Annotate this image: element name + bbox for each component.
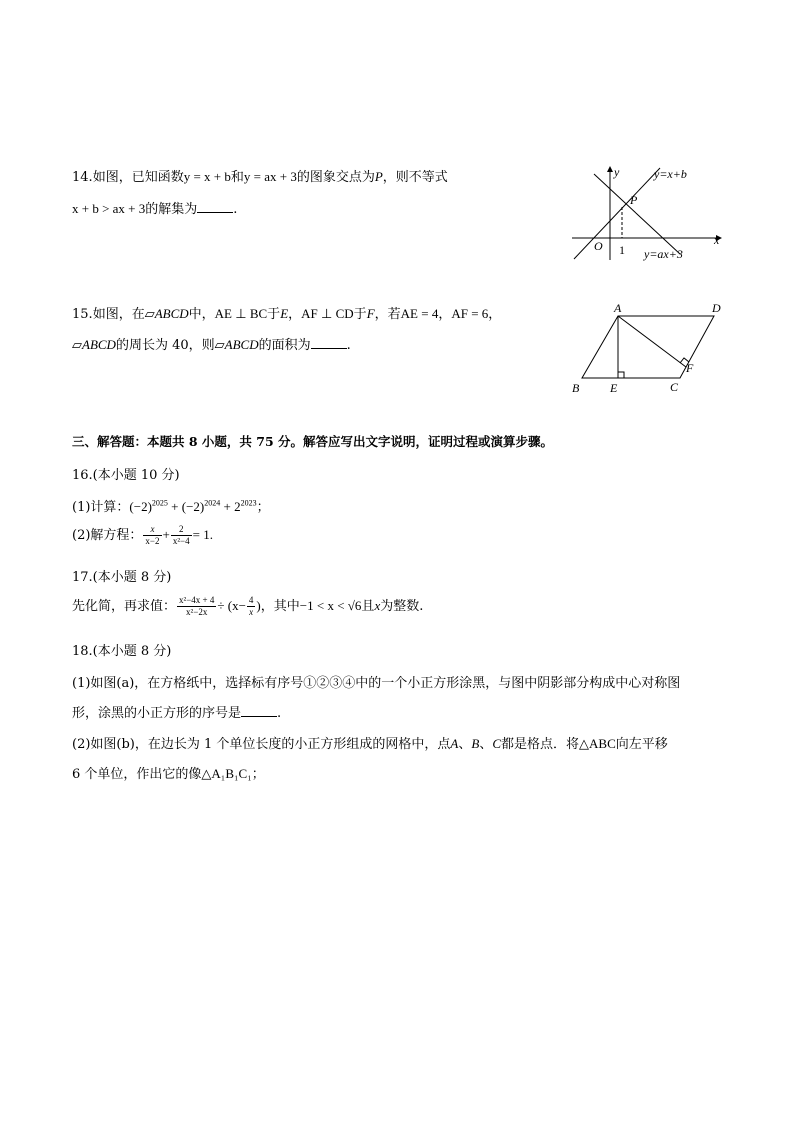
q17-heading: 17.(本小题 8 分)	[72, 570, 172, 585]
q17-x: x	[374, 598, 381, 613]
q15-t7: 的面积为	[258, 338, 311, 353]
label-a: A	[614, 301, 622, 315]
q17-fraction2	[247, 595, 256, 618]
q16-frac1-den: x−2	[145, 536, 160, 546]
q16-frac2-num: 2	[171, 524, 192, 536]
q14-func1: y = x + b	[183, 169, 231, 184]
q15-t3b: 于	[353, 307, 367, 322]
q16-frac1-num: x	[143, 524, 161, 536]
q15-number: 15.	[72, 307, 93, 322]
q15-t5: ，若	[374, 307, 401, 322]
q15-parallelogram-symbol: ▱	[144, 307, 155, 322]
label-b: B	[572, 381, 580, 395]
q17-frac2-den: x	[249, 607, 254, 617]
segment-af	[618, 316, 686, 367]
q16-exp2: 2024	[204, 498, 221, 508]
label-d: D	[712, 301, 721, 315]
q14-text-a: 如图，已知函数	[92, 170, 184, 185]
q14-graph-figure	[566, 162, 726, 262]
q17-frac1-den: x²−2x	[186, 607, 208, 617]
q17-div: ÷ (x−	[217, 598, 246, 613]
label-c: C	[670, 380, 679, 394]
line1-label: y=x+b	[654, 167, 687, 181]
q18-b: B	[471, 736, 480, 751]
q17-t4: 为整数.	[380, 599, 424, 614]
q16-rhs: = 1.	[192, 527, 213, 542]
section-3-heading: 三、解答题：本题共 8 小题，共 75 分。解答应写出文字说明，证明过程或演算步骤。	[72, 434, 554, 449]
q16-part2	[72, 524, 213, 547]
y-axis-label: y	[614, 165, 620, 179]
q15-abcd2: ABCD	[82, 337, 116, 352]
q15-e: E	[280, 306, 289, 321]
q14-and: 和	[230, 170, 244, 185]
q17-body	[72, 595, 423, 618]
q17-fraction1	[177, 595, 216, 618]
q18-p1b: 形，涂黑的小正方形的序号是	[72, 706, 242, 721]
q14-point-p: P	[374, 169, 383, 184]
x-axis-label: x	[714, 233, 720, 247]
q15-ae-value: AE = 4	[400, 306, 439, 321]
point-p-label: P	[630, 193, 638, 207]
q15-t2: 中，	[188, 307, 215, 322]
q14-func2: y = ax + 3	[243, 169, 297, 184]
q17-frac1-num: x²−4x + 4	[179, 595, 215, 605]
q16-p2-label: (2)解方程：	[72, 528, 143, 543]
label-f: F	[686, 361, 694, 375]
line2-label: y=ax+3	[644, 247, 683, 261]
q14-text-c: ，则不等式	[382, 170, 448, 185]
q16-p1-label: (1)计算：	[72, 500, 130, 515]
q15-line1	[72, 303, 501, 322]
q18-p2a-1: (2)如图(b)，在边长为 1 个单位长度的小正方形组成的网格中，点	[72, 737, 451, 752]
q14-text-b: 的图象交点为	[296, 170, 375, 185]
q17-condition: −1 < x < √6	[299, 598, 362, 613]
q18-part2-line1: (2)如图(b)，在边长为 1 个单位长度的小正方形组成的网格中，点A、B、C都是格点．将△ABC向左平移	[72, 736, 668, 752]
y-axis-arrow	[607, 166, 613, 172]
q15-af-perp-cd: AF ⊥ CD	[301, 306, 354, 321]
q15-parallelogram-figure	[566, 298, 732, 398]
q14-inequality: x + b > ax + 3	[72, 201, 146, 216]
tick-1-label: 1	[619, 243, 625, 257]
q17-frac2-num: 4	[248, 595, 254, 605]
q18-part1-line1: (1)如图(a)，在方格纸中，选择标有序号①②③④中的一个小正方形涂黑，与图中阴影部分构成中心对称图	[72, 676, 681, 691]
q14-number: 14.	[72, 170, 93, 185]
q17-t3: 且	[361, 599, 375, 614]
q15-t6: 的周长为 40，则	[115, 338, 215, 353]
q15-abcd3: ABCD	[224, 337, 259, 352]
line-y-x-plus-b	[574, 168, 660, 259]
q18-triangle: △ABC	[579, 736, 616, 751]
q16-base1: (−2)	[129, 499, 152, 514]
q14-text-answer: 的解集为	[145, 202, 198, 217]
q16-fraction2	[171, 524, 192, 547]
q18-a: A	[450, 736, 459, 751]
q16-frac2-den: x²−4	[172, 536, 190, 546]
line-y-ax-plus-3	[594, 174, 680, 254]
q15-abcd: ABCD	[154, 306, 189, 321]
q18-part2-line2	[72, 763, 265, 782]
q15-parallelogram-symbol3: ▱	[214, 338, 225, 353]
label-e: E	[610, 381, 618, 395]
q18-answer-blank[interactable]	[241, 704, 277, 717]
right-angle-e	[618, 372, 624, 378]
q16-p1-end: ；	[256, 500, 270, 515]
q14-line2: x + b > ax + 3的解集为 .	[72, 201, 238, 217]
q15-line2: ▱ABCD的周长为 40，则▱ABCD的面积为 .	[72, 337, 351, 353]
q16-heading: 16.(本小题 10 分)	[72, 468, 180, 483]
q18-p2a-2: 都是格点．将	[501, 737, 580, 752]
q17-t1: 先化简，再求值：	[72, 599, 177, 614]
q18-triangle-image: △A₁B₁C₁	[201, 766, 252, 781]
q15-f: F	[366, 306, 375, 321]
q14-answer-blank[interactable]	[197, 200, 233, 213]
q16-fraction1	[143, 524, 161, 547]
origin-label: O	[594, 239, 603, 253]
q18-part1-line2: 形，涂黑的小正方形的序号是 .	[72, 706, 282, 721]
q15-comma: ，	[438, 307, 452, 322]
q17-t2: ，其中	[260, 599, 300, 614]
q18-p2b-1: 6 个单位，作出它的像	[72, 767, 202, 782]
q15-t4: ，	[288, 307, 302, 322]
q16-exp1: 2025	[151, 498, 168, 508]
q15-t3: 于	[267, 307, 281, 322]
parallelogram-abcd	[582, 316, 714, 378]
q16-base3: + 2	[220, 499, 241, 514]
q15-parallelogram-symbol2: ▱	[72, 338, 82, 353]
q18-c: C	[492, 736, 502, 751]
q18-p2b-2: ；	[251, 767, 265, 782]
q16-plus: +	[162, 527, 170, 542]
q16-part1	[72, 496, 270, 515]
q15-af-value: AF = 6	[451, 306, 489, 321]
q15-t1: 如图，在	[92, 307, 145, 322]
q14-line1	[72, 166, 448, 185]
q17-close: )	[256, 598, 261, 613]
q16-exp3: 2023	[240, 498, 257, 508]
q15-comma2: ，	[488, 307, 502, 322]
q18-p2a-3: 向左平移	[615, 737, 668, 752]
q15-ae-perp-bc: AE ⊥ BC	[214, 306, 268, 321]
q16-base2: + (−2)	[167, 499, 205, 514]
q18-heading: 18.(本小题 8 分)	[72, 644, 172, 659]
q15-answer-blank[interactable]	[311, 336, 347, 349]
